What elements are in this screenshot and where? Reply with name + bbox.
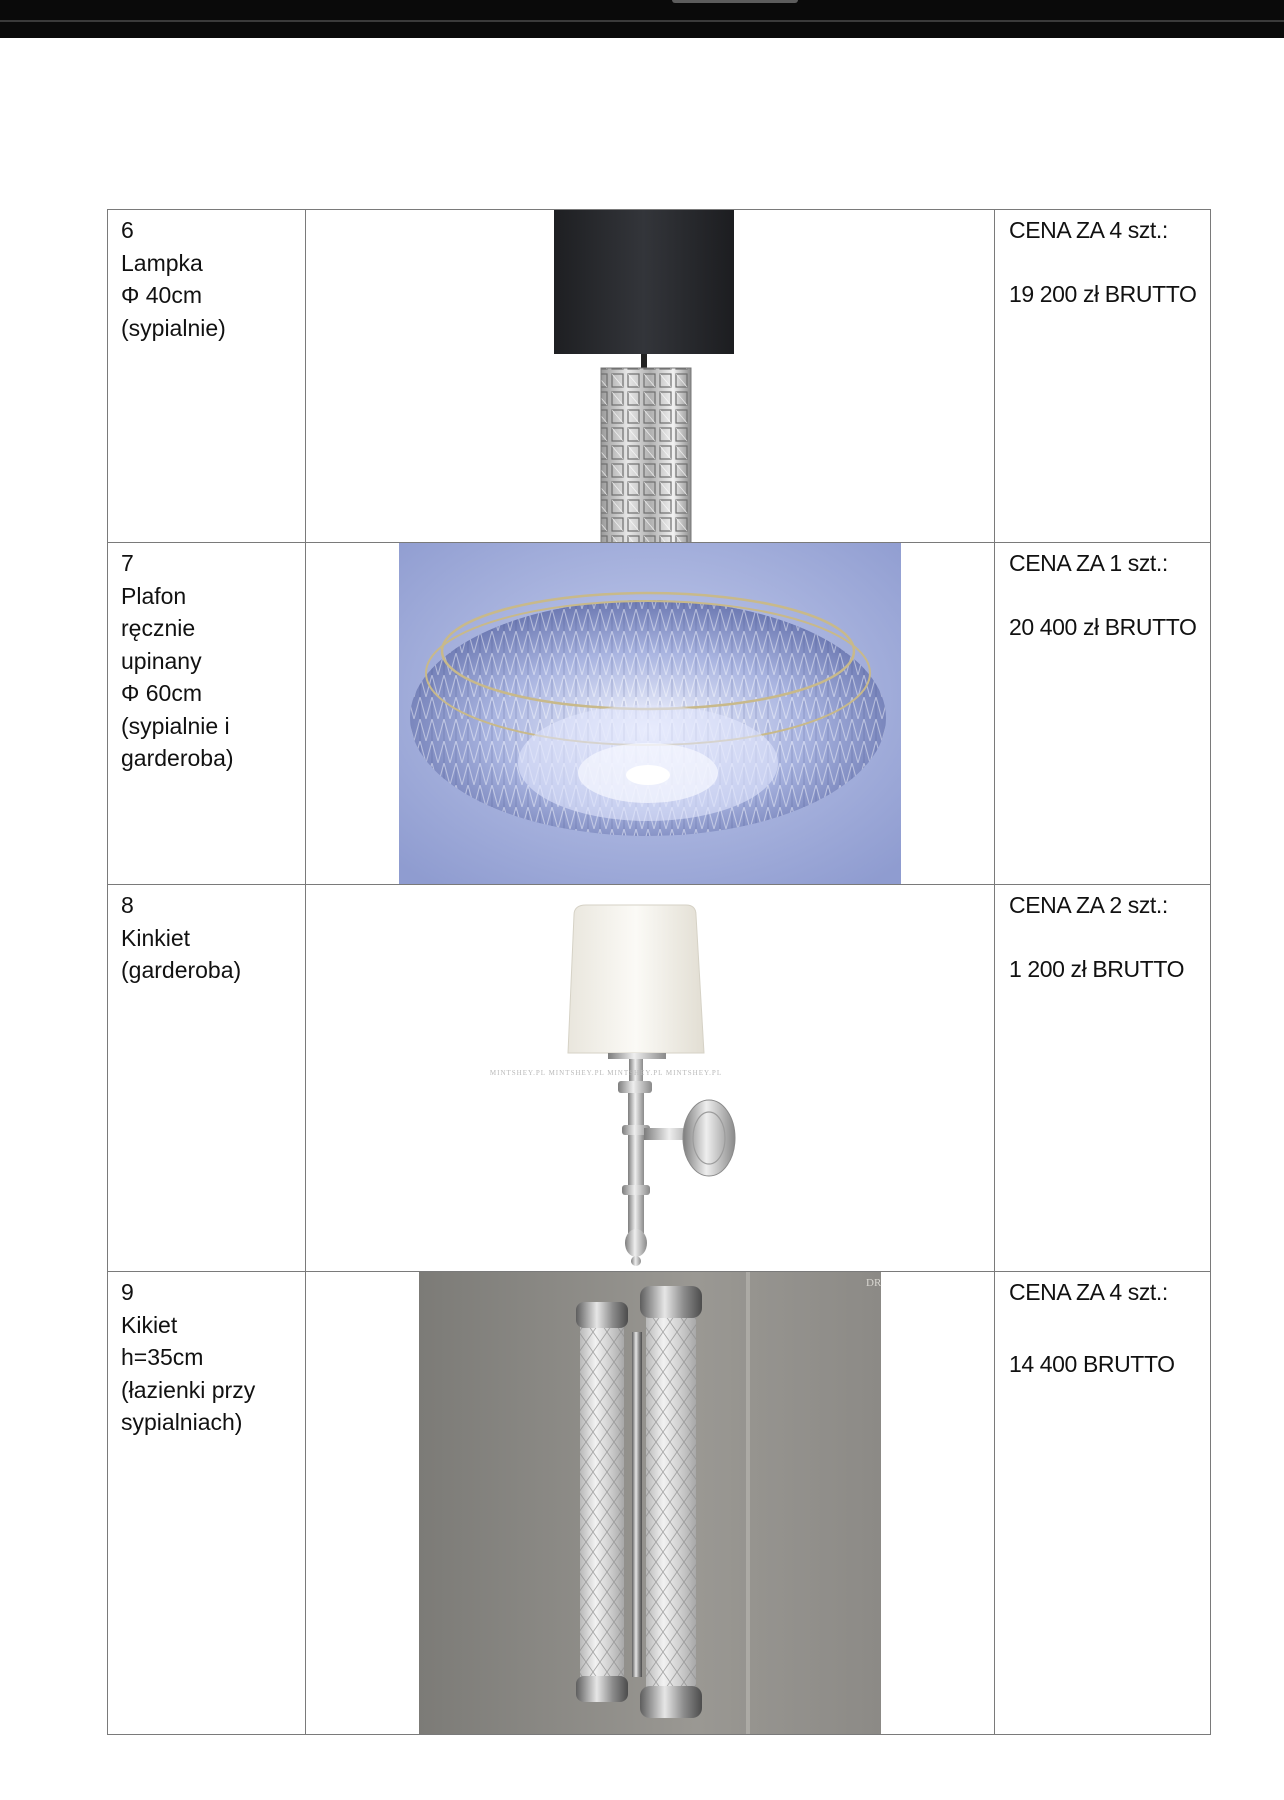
price-value: 14 400 BRUTTO (1009, 1351, 1175, 1377)
item-name-line: Φ 60cm (121, 680, 202, 706)
item-name-line: Lampka (121, 249, 203, 276)
item-name-line: Kikiet (121, 1311, 178, 1338)
price-value: 20 400 zł BRUTTO (1009, 614, 1197, 640)
item-price-cell (995, 1272, 1211, 1735)
item-number: 7 (121, 550, 134, 576)
table-row (108, 210, 1211, 543)
photo-mark: DR (866, 1277, 882, 1289)
status-bar-handle (672, 0, 798, 3)
price-value: 19 200 zł BRUTTO (1009, 281, 1197, 307)
lighting-spec-table (107, 209, 1211, 1735)
item-name-line: upinany (121, 647, 202, 674)
item-description-cell (108, 210, 306, 543)
table-lamp-icon (306, 210, 994, 543)
crystal-tube-sconce-icon (306, 1272, 994, 1735)
crystal-ceiling-light-icon (306, 543, 994, 885)
wall-sconce-icon (306, 885, 994, 1272)
item-name-line: Φ 40cm (121, 282, 202, 308)
item-description-cell (108, 1272, 306, 1735)
price-label: CENA ZA 4 szt.: (1009, 217, 1168, 243)
price-value: 1 200 zł BRUTTO (1009, 956, 1185, 982)
item-description-cell (108, 543, 306, 885)
item-name-line: Kinkiet (121, 924, 191, 951)
item-name-line: garderoba) (121, 745, 234, 771)
item-number: 9 (121, 1279, 134, 1305)
item-name-line: h=35cm (121, 1344, 204, 1370)
item-price-cell (995, 543, 1211, 885)
item-name-line: ręcznie (121, 615, 196, 641)
item-name-line: (sypialnie i (121, 712, 230, 739)
item-image-cell (306, 210, 995, 543)
item-price-cell (995, 210, 1211, 543)
sconce-watermark: MINTSHEY.PL MINTSHEY.PL MINTSHEY.PL MINTSHEY.PL (489, 1069, 723, 1077)
price-label: CENA ZA 1 szt.: (1009, 550, 1168, 576)
price-label: CENA ZA 4 szt.: (1009, 1279, 1168, 1305)
item-number: 6 (121, 217, 134, 243)
item-number: 8 (121, 892, 134, 918)
table-row (108, 885, 1211, 1272)
item-name-line: (sypialnie) (121, 314, 226, 341)
table-row (108, 543, 1211, 885)
item-name-line: Plafon (121, 582, 187, 609)
table-row (108, 1272, 1211, 1735)
item-price-cell (995, 885, 1211, 1272)
item-image-cell (306, 543, 995, 885)
status-bar-divider (0, 20, 1284, 22)
item-name-line: sypialniach) (121, 1409, 243, 1435)
price-label: CENA ZA 2 szt.: (1009, 892, 1168, 918)
item-image-cell (306, 885, 995, 1272)
top-status-bar (0, 0, 1284, 38)
item-name-line: (garderoba) (121, 957, 242, 983)
item-description-cell (108, 885, 306, 1272)
item-name-line: (łazienki przy (121, 1376, 256, 1403)
item-image-cell (306, 1272, 995, 1735)
